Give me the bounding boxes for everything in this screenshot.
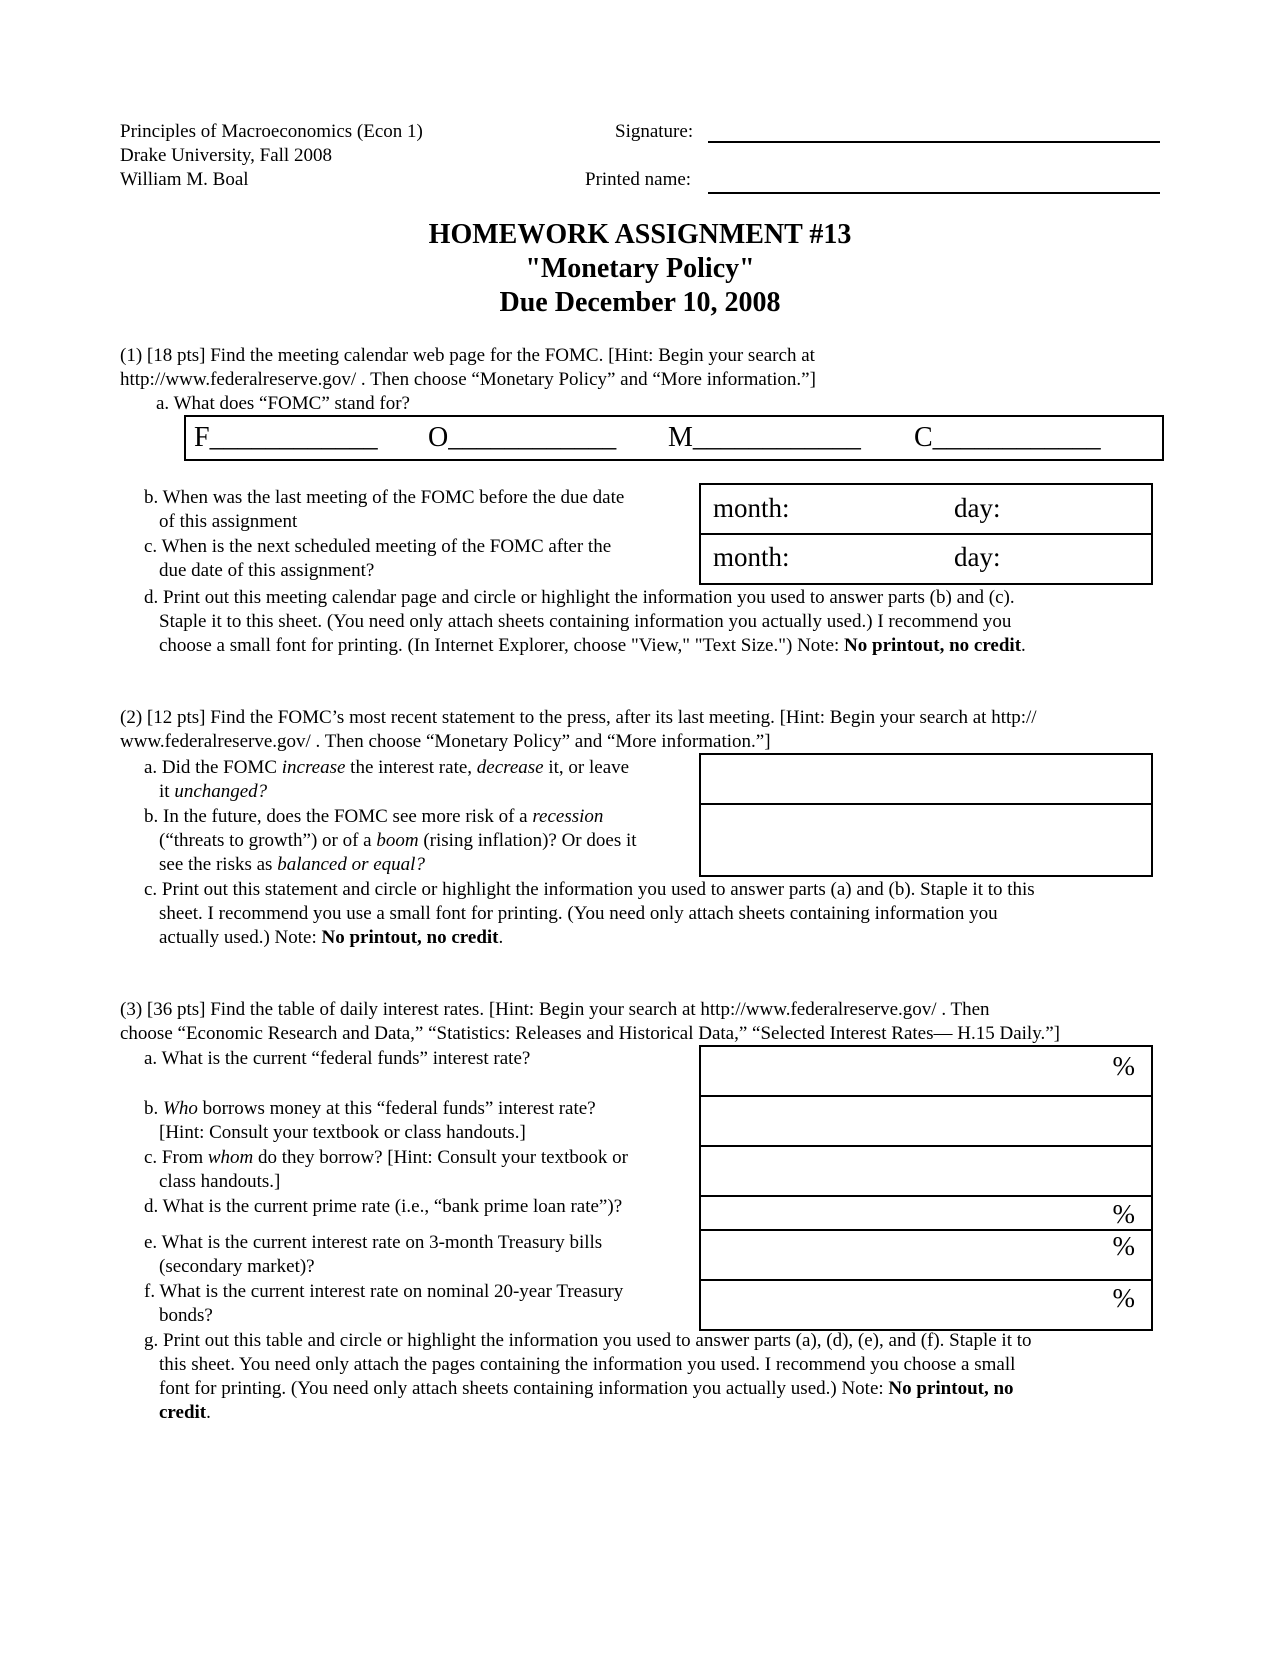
school-term: Drake University, Fall 2008: [120, 145, 332, 166]
percent-sign: %: [1112, 1231, 1135, 1261]
q3-intro-line1: (3) [36 pts] Find the table of daily interest rates. [Hint: Begin your search at http://www.federalreserve.gov/ . Then: [120, 999, 990, 1020]
percent-sign: %: [1112, 1199, 1135, 1229]
q3b-line1: b. Who borrows money at this “federal funds” interest rate?: [144, 1098, 596, 1119]
fomc-c-blank: C____________: [914, 422, 1101, 453]
federal-funds-rate-box[interactable]: [699, 1045, 1153, 1097]
q3f-line1: f. What is the current interest rate on nominal 20-year Treasury: [144, 1281, 624, 1302]
who-borrows-box[interactable]: [699, 1095, 1153, 1147]
treasury-bill-rate-box[interactable]: [699, 1229, 1153, 1281]
q2c-line3: actually used.) Note: No printout, no credit.: [159, 927, 504, 948]
q3e-line2: (secondary market)?: [159, 1256, 315, 1277]
q3f-line2: bonds?: [159, 1305, 213, 1326]
printed-name-line[interactable]: [708, 192, 1160, 194]
q3g-line2: this sheet. You need only attach the pages containing the information you used. I recommend you choose a small: [159, 1354, 1016, 1375]
q3-no-credit-note: No printout, no: [888, 1378, 1014, 1399]
q1-intro-line2: http://www.federalreserve.gov/ . Then choose “Monetary Policy” and “More information.”]: [120, 369, 816, 390]
signature-label: Signature:: [615, 121, 694, 142]
percent-sign: %: [1112, 1051, 1135, 1081]
q1d-line2: Staple it to this sheet. (You need only attach sheets containing information you actually used.) I recommend you: [159, 611, 1012, 632]
q2a-line1: a. Did the FOMC increase the interest rate, decrease it, or leave: [144, 757, 630, 778]
q1d-line1: d. Print out this meeting calendar page and circle or highlight the information you used to answer parts (b) and (c).: [144, 587, 1015, 608]
instructor-name: William M. Boal: [120, 169, 249, 190]
fomc-m-blank: M____________: [668, 422, 861, 453]
fomc-o-blank: O____________: [428, 422, 617, 453]
next-meeting-box[interactable]: [699, 533, 1153, 585]
q2b-line2: (“threats to growth”) or of a boom (rising inflation)? Or does it: [159, 830, 637, 851]
q3c-line1: c. From whom do they borrow? [Hint: Consult your textbook or: [144, 1147, 628, 1168]
q2-intro-line1: (2) [12 pts] Find the FOMC’s most recent statement to the press, after its last meeting. [Hint: Begin your search at http://: [120, 707, 1037, 728]
treasury-bond-rate-box[interactable]: [699, 1279, 1153, 1331]
q1b-line1: b. When was the last meeting of the FOMC before the due date: [144, 487, 625, 508]
q1c-line2: due date of this assignment?: [159, 560, 375, 581]
q3-intro-line2: choose “Economic Research and Data,” “Statistics: Releases and Historical Data,” “Selected Interest Rates— H.15 Daily.”]: [120, 1023, 1060, 1044]
q1-no-credit-note: No printout, no credit: [844, 635, 1022, 656]
assignment-subtitle: "Monetary Policy": [525, 253, 755, 284]
q3c-line2: class handouts.]: [159, 1171, 281, 1192]
q1-intro-line1: (1) [18 pts] Find the meeting calendar web page for the FOMC. [Hint: Begin your search at: [120, 345, 815, 366]
signature-line[interactable]: [708, 141, 1160, 143]
q2-intro-line2: www.federalreserve.gov/ . Then choose “Monetary Policy” and “More information.”]: [120, 731, 771, 752]
q2a-line2: it unchanged?: [159, 781, 268, 802]
q3g-line4: credit.: [159, 1402, 211, 1423]
q2b-line3: see the risks as balanced or equal?: [159, 854, 425, 875]
q3d-text: d. What is the current prime rate (i.e., “bank prime loan rate”)?: [144, 1196, 623, 1217]
q1d-line3: choose a small font for printing. (In Internet Explorer, choose "View," "Text Size.") Note: No printout, no credit.: [159, 635, 1026, 656]
q1b-line2: of this assignment: [159, 511, 298, 532]
last-month-label: month:: [713, 493, 790, 523]
q3e-line1: e. What is the current interest rate on 3-month Treasury bills: [144, 1232, 603, 1253]
q3g-line1: g. Print out this table and circle or highlight the information you used to answer parts (a), (d), (e), and (f). Staple it to: [144, 1330, 1032, 1351]
q3g-line3: font for printing. (You need only attach sheets containing information you actually used.) Note: No printout, no: [159, 1378, 1014, 1399]
fomc-answer-box[interactable]: [184, 415, 1164, 461]
due-date: Due December 10, 2008: [499, 287, 781, 318]
q2c-line2: sheet. I recommend you use a small font for printing. (You need only attach sheets containing information you: [159, 903, 998, 924]
last-meeting-box[interactable]: [699, 483, 1153, 535]
q2c-line1: c. Print out this statement and circle or highlight the information you used to answer parts (a) and (b). Staple it to this: [144, 879, 1035, 900]
q2b-line1: b. In the future, does the FOMC see more risk of a recession: [144, 806, 604, 827]
assignment-title: HOMEWORK ASSIGNMENT #13: [428, 219, 852, 250]
q2a-answer-box[interactable]: [699, 753, 1153, 805]
course-name: Principles of Macroeconomics (Econ 1): [120, 121, 423, 142]
next-day-label: day:: [954, 542, 1001, 572]
percent-sign: %: [1112, 1283, 1135, 1313]
q1a-text: a. What does “FOMC” stand for?: [156, 393, 410, 414]
q3a-text: a. What is the current “federal funds” interest rate?: [144, 1048, 531, 1069]
q3b-line2: [Hint: Consult your textbook or class handouts.]: [159, 1122, 526, 1143]
fomc-f-blank: F____________: [194, 422, 378, 453]
from-whom-box[interactable]: [699, 1145, 1153, 1197]
next-month-label: month:: [713, 542, 790, 572]
printed-name-label: Printed name:: [585, 169, 692, 190]
q1c-line1: c. When is the next scheduled meeting of the FOMC after the: [144, 536, 612, 557]
last-day-label: day:: [954, 493, 1001, 523]
q2b-answer-box[interactable]: [699, 803, 1153, 877]
prime-rate-box[interactable]: [699, 1195, 1153, 1231]
q2-no-credit-note: No printout, no credit: [321, 927, 499, 948]
